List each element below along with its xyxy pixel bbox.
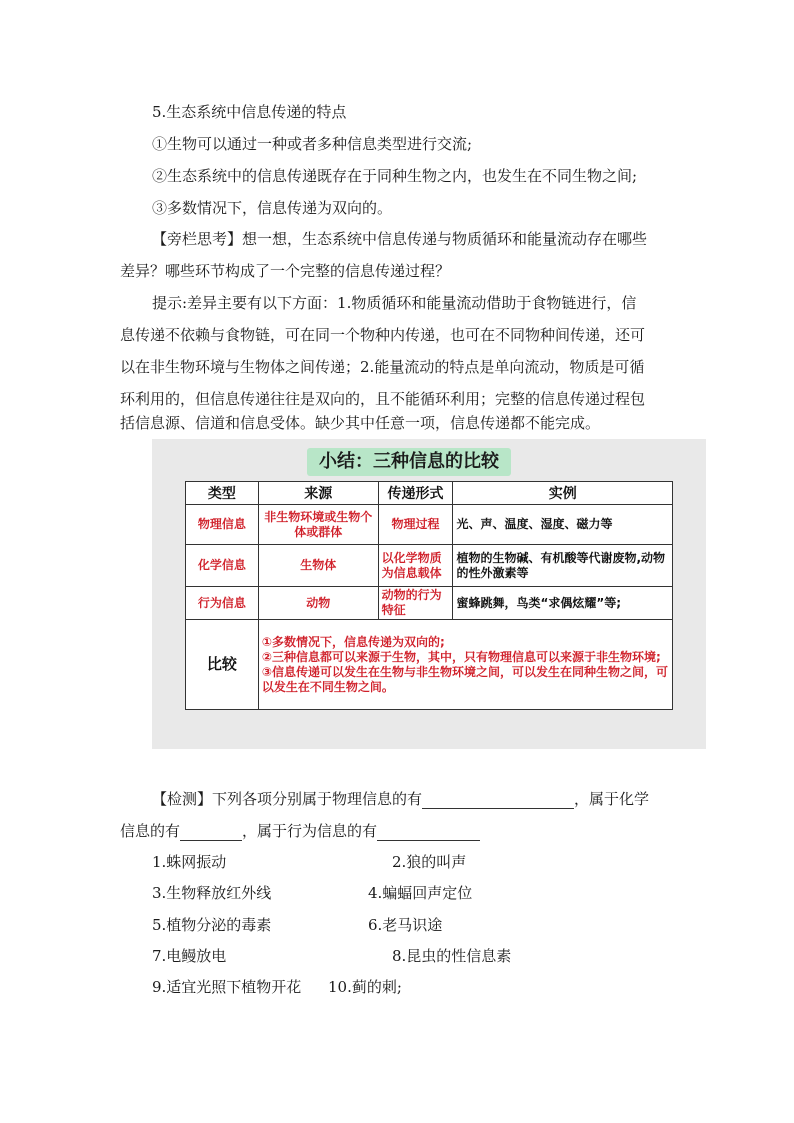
compare-point-1: ①多数情况下，信息传递为双向的; xyxy=(261,634,445,649)
row-source: 动物 xyxy=(258,587,378,620)
test-prompt-d: ，属于行为信息的有 xyxy=(242,822,378,840)
row-example: 蜜蜂跳舞，鸟类“求偶炫耀”等; xyxy=(453,587,673,620)
summary-figure xyxy=(152,439,706,749)
summary-title: 小结：三种信息的比较 xyxy=(307,448,511,476)
section-title: 5.生态系统中信息传递的特点 xyxy=(152,103,347,121)
hint-line-2: 息传递不依赖与食物链，可在同一个物种内传递，也可在不同物种间传递，还可 xyxy=(120,326,646,344)
list-item: 1.蛛网振动 xyxy=(152,853,227,871)
list-item: 10.蓟的刺; xyxy=(328,978,402,996)
test-line-2 xyxy=(120,821,480,841)
feature-3: ③多数情况下，信息传递为双向的。 xyxy=(152,199,393,217)
answer-blank-physical[interactable] xyxy=(422,792,574,809)
header-form: 传递形式 xyxy=(378,482,453,505)
list-item: 4.蝙蝠回声定位 xyxy=(368,884,473,902)
list-item: 7.电鳗放电 xyxy=(152,947,227,965)
header-source: 来源 xyxy=(258,482,378,505)
answer-blank-chemical[interactable] xyxy=(180,824,242,841)
table-row xyxy=(186,545,673,587)
compare-point-3: ③信息传递可以发生在生物与非生物环境之间，可以发生在同种生物之间，可以发生在不同生物之间。 xyxy=(261,664,669,694)
think-line-1: 【旁栏思考】想一想，生态系统中信息传递与物质循环和能量流动存在哪些 xyxy=(152,230,648,248)
list-item: 2.狼的叫声 xyxy=(392,853,467,871)
row-form: 物理过程 xyxy=(378,505,453,545)
row-example: 植物的生物碱、有机酸等代谢废物,动物的性外激素等 xyxy=(453,545,673,587)
answer-blank-behavior[interactable] xyxy=(377,824,480,841)
hint-line-5: 括信息源、信道和信息受体。缺少其中任意一项，信息传递都不能完成。 xyxy=(120,414,601,432)
list-item: 5.植物分泌的毒素 xyxy=(152,916,272,934)
test-line-1 xyxy=(152,789,649,809)
compare-point-2: ②三种信息都可以来源于生物，其中，只有物理信息可以来源于非生物环境; xyxy=(261,649,661,664)
test-prompt-a: 【检测】下列各项分别属于物理信息的有 xyxy=(152,790,423,808)
row-type: 物理信息 xyxy=(186,505,259,545)
table-row-compare xyxy=(186,620,673,710)
row-form: 以化学物质为信息载体 xyxy=(378,545,453,587)
list-item: 8.昆虫的性信息素 xyxy=(392,947,512,965)
list-item: 6.老马识途 xyxy=(368,916,443,934)
table-header-row xyxy=(186,482,673,505)
row-form: 动物的行为特征 xyxy=(378,587,453,620)
row-source: 生物体 xyxy=(258,545,378,587)
hint-line-3: 以在非生物环境与生物体之间传递；2.能量流动的特点是单向流动，物质是可循 xyxy=(120,358,645,376)
test-prompt-c: 信息的有 xyxy=(120,822,181,840)
test-prompt-b: ，属于化学 xyxy=(574,790,650,808)
think-line-2: 差异？哪些环节构成了一个完整的信息传递过程？ xyxy=(120,262,451,280)
feature-2: ②生态系统中的信息传递既存在于同种生物之内，也发生在不同生物之间; xyxy=(152,167,638,185)
compare-label: 比较 xyxy=(186,620,259,710)
table-row xyxy=(186,505,673,545)
list-item: 9.适宜光照下植物开花 xyxy=(152,978,302,996)
row-source: 非生物环境或生物个体或群体 xyxy=(258,505,378,545)
list-item: 3.生物释放红外线 xyxy=(152,884,272,902)
compare-cell xyxy=(258,620,672,710)
row-example: 光、声、温度、湿度、磁力等 xyxy=(453,505,673,545)
header-type: 类型 xyxy=(186,482,259,505)
table-row xyxy=(186,587,673,620)
hint-line-1: 提示:差异主要有以下方面：1.物质循环和能量流动借助于食物链进行，信 xyxy=(152,294,637,312)
row-type: 行为信息 xyxy=(186,587,259,620)
comparison-table xyxy=(185,481,673,710)
header-example: 实例 xyxy=(453,482,673,505)
hint-line-4: 环利用的，但信息传递往往是双向的，且不能循环利用；完整的信息传递过程包 xyxy=(120,390,646,408)
feature-1: ①生物可以通过一种或者多种信息类型进行交流; xyxy=(152,135,473,153)
row-type: 化学信息 xyxy=(186,545,259,587)
